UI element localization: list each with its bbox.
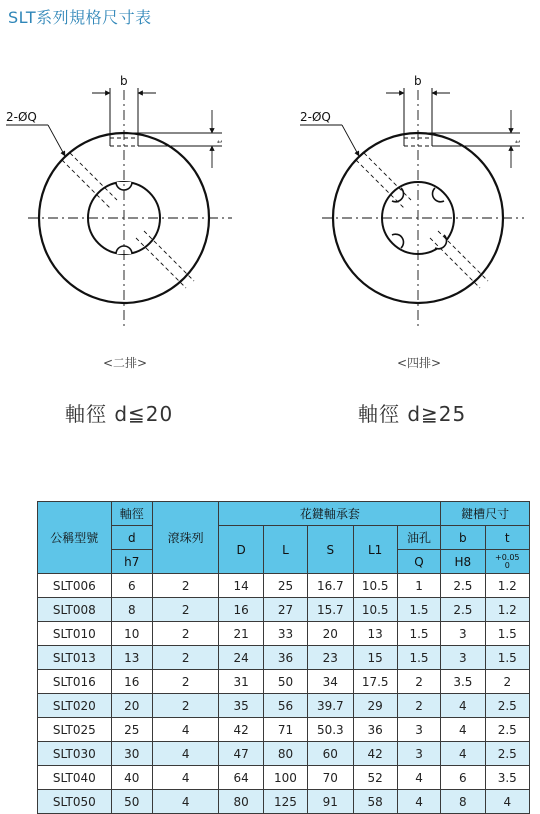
cell-D: 80 xyxy=(219,790,263,814)
cell-model: SLT016 xyxy=(38,670,112,694)
cell-L: 33 xyxy=(263,622,307,646)
left-caption: <二排> xyxy=(103,356,148,370)
cell-D: 47 xyxy=(219,742,263,766)
cell-D: 35 xyxy=(219,694,263,718)
header-groove: 鍵槽尺寸 xyxy=(441,502,530,526)
cell-b: 4 xyxy=(441,742,485,766)
cell-L: 125 xyxy=(263,790,307,814)
header-row-2 xyxy=(38,526,530,550)
cell-model: SLT008 xyxy=(38,598,112,622)
cell-rows: 4 xyxy=(152,718,219,742)
cell-S: 91 xyxy=(308,790,353,814)
cell-S: 70 xyxy=(308,766,353,790)
header-L1: L1 xyxy=(353,526,397,574)
cell-t: 2.5 xyxy=(485,694,529,718)
table-row xyxy=(38,670,530,694)
cell-S: 23 xyxy=(308,646,353,670)
cell-Q: 4 xyxy=(397,766,440,790)
cell-Q: 1.5 xyxy=(397,622,440,646)
header-L: L xyxy=(263,526,307,574)
table-row xyxy=(38,742,530,766)
cell-b: 2.5 xyxy=(441,574,485,598)
cell-d: 20 xyxy=(111,694,152,718)
cell-rows: 2 xyxy=(152,574,219,598)
cell-b: 3.5 xyxy=(441,670,485,694)
table-row xyxy=(38,598,530,622)
cell-rows: 2 xyxy=(152,670,219,694)
header-S: S xyxy=(308,526,353,574)
cell-d: 50 xyxy=(111,790,152,814)
cell-rows: 4 xyxy=(152,742,219,766)
cell-L: 56 xyxy=(263,694,307,718)
cell-rows: 4 xyxy=(152,790,219,814)
right-label-b: b xyxy=(414,74,422,88)
cell-model: SLT050 xyxy=(38,790,112,814)
header-model: 公稱型號 xyxy=(38,502,112,574)
cell-S: 50.3 xyxy=(308,718,353,742)
header-t: t xyxy=(485,526,529,550)
cell-d: 8 xyxy=(111,598,152,622)
cell-Q: 3 xyxy=(397,718,440,742)
cell-model: SLT040 xyxy=(38,766,112,790)
cell-rows: 2 xyxy=(152,694,219,718)
tolerance-bottom: 0 xyxy=(504,560,510,570)
cell-L1: 15 xyxy=(353,646,397,670)
table-row xyxy=(38,574,530,598)
cell-t: 2.5 xyxy=(485,718,529,742)
header-t-tolerance xyxy=(485,550,529,574)
cell-D: 21 xyxy=(219,622,263,646)
cell-S: 34 xyxy=(308,670,353,694)
cell-t: 1.2 xyxy=(485,574,529,598)
cell-L: 100 xyxy=(263,766,307,790)
cell-D: 42 xyxy=(219,718,263,742)
cell-b: 2.5 xyxy=(441,598,485,622)
cell-L1: 52 xyxy=(353,766,397,790)
header-D: D xyxy=(219,526,263,574)
cell-model: SLT010 xyxy=(38,622,112,646)
cell-L1: 42 xyxy=(353,742,397,766)
cell-model: SLT030 xyxy=(38,742,112,766)
cell-d: 16 xyxy=(111,670,152,694)
cell-d: 25 xyxy=(111,718,152,742)
table-row xyxy=(38,718,530,742)
header-h7: h7 xyxy=(111,550,152,574)
cell-d: 30 xyxy=(111,742,152,766)
cell-L: 80 xyxy=(263,742,307,766)
cell-D: 31 xyxy=(219,670,263,694)
table-row xyxy=(38,694,530,718)
header-H8: H8 xyxy=(441,550,485,574)
cell-L: 50 xyxy=(263,670,307,694)
cell-L: 36 xyxy=(263,646,307,670)
cell-L: 25 xyxy=(263,574,307,598)
cell-d: 10 xyxy=(111,622,152,646)
left-shaft-range: 軸徑 d≦20 xyxy=(65,402,174,426)
header-shaft: 軸徑 xyxy=(111,502,152,526)
cell-L1: 10.5 xyxy=(353,574,397,598)
cell-model: SLT025 xyxy=(38,718,112,742)
cell-Q: 4 xyxy=(397,790,440,814)
header-rows: 滾珠列 xyxy=(152,502,219,574)
tolerance-top: +0.05 xyxy=(495,552,520,562)
cell-Q: 2 xyxy=(397,670,440,694)
cell-rows: 2 xyxy=(152,598,219,622)
header-row-1 xyxy=(38,502,530,526)
page-title: SLT系列規格尺寸表 xyxy=(8,8,152,27)
cell-model: SLT013 xyxy=(38,646,112,670)
cell-b: 3 xyxy=(441,622,485,646)
cell-Q: 1.5 xyxy=(397,646,440,670)
cell-L1: 10.5 xyxy=(353,598,397,622)
cell-D: 24 xyxy=(219,646,263,670)
cell-t: 4 xyxy=(485,790,529,814)
right-shaft-range: 軸徑 d≧25 xyxy=(358,402,467,426)
cell-t: 2.5 xyxy=(485,742,529,766)
cross-section-drawings xyxy=(0,60,540,350)
cell-d: 6 xyxy=(111,574,152,598)
header-bearing: 花鍵軸承套 xyxy=(219,502,441,526)
cell-t: 2 xyxy=(485,670,529,694)
cell-L1: 13 xyxy=(353,622,397,646)
header-b: b xyxy=(441,526,485,550)
header-d: d xyxy=(111,526,152,550)
cell-L: 27 xyxy=(263,598,307,622)
table-row xyxy=(38,766,530,790)
cell-rows: 2 xyxy=(152,622,219,646)
right-caption: <四排> xyxy=(397,356,442,370)
table-row xyxy=(38,622,530,646)
cell-rows: 4 xyxy=(152,766,219,790)
table-row xyxy=(38,646,530,670)
cell-S: 15.7 xyxy=(308,598,353,622)
cell-d: 40 xyxy=(111,766,152,790)
cell-t: 1.5 xyxy=(485,646,529,670)
cell-t: 1.2 xyxy=(485,598,529,622)
left-label-b: b xyxy=(120,74,128,88)
left-cross-section xyxy=(6,88,232,330)
header-Q: Q xyxy=(397,550,440,574)
left-label-t: t xyxy=(216,140,224,143)
cell-L: 71 xyxy=(263,718,307,742)
cell-t: 3.5 xyxy=(485,766,529,790)
cell-D: 16 xyxy=(219,598,263,622)
cell-b: 4 xyxy=(441,718,485,742)
spec-table xyxy=(37,501,530,814)
table-row xyxy=(38,790,530,814)
cell-S: 60 xyxy=(308,742,353,766)
cell-Q: 3 xyxy=(397,742,440,766)
left-label-q: 2-ØQ xyxy=(6,110,37,124)
cell-b: 6 xyxy=(441,766,485,790)
cell-Q: 1 xyxy=(397,574,440,598)
cell-L1: 58 xyxy=(353,790,397,814)
right-label-q: 2-ØQ xyxy=(300,110,331,124)
cell-b: 8 xyxy=(441,790,485,814)
cell-model: SLT006 xyxy=(38,574,112,598)
cell-S: 39.7 xyxy=(308,694,353,718)
cell-t: 1.5 xyxy=(485,622,529,646)
table-body xyxy=(38,574,530,814)
header-oil: 油孔 xyxy=(397,526,440,550)
cell-D: 14 xyxy=(219,574,263,598)
right-cross-section xyxy=(300,88,524,330)
cell-L1: 29 xyxy=(353,694,397,718)
cell-D: 64 xyxy=(219,766,263,790)
cell-L1: 17.5 xyxy=(353,670,397,694)
right-label-t: t xyxy=(514,140,522,143)
cell-b: 3 xyxy=(441,646,485,670)
cell-S: 20 xyxy=(308,622,353,646)
cell-Q: 2 xyxy=(397,694,440,718)
cell-model: SLT020 xyxy=(38,694,112,718)
cell-rows: 2 xyxy=(152,646,219,670)
cell-L1: 36 xyxy=(353,718,397,742)
cell-d: 13 xyxy=(111,646,152,670)
cell-b: 4 xyxy=(441,694,485,718)
cell-S: 16.7 xyxy=(308,574,353,598)
cell-Q: 1.5 xyxy=(397,598,440,622)
